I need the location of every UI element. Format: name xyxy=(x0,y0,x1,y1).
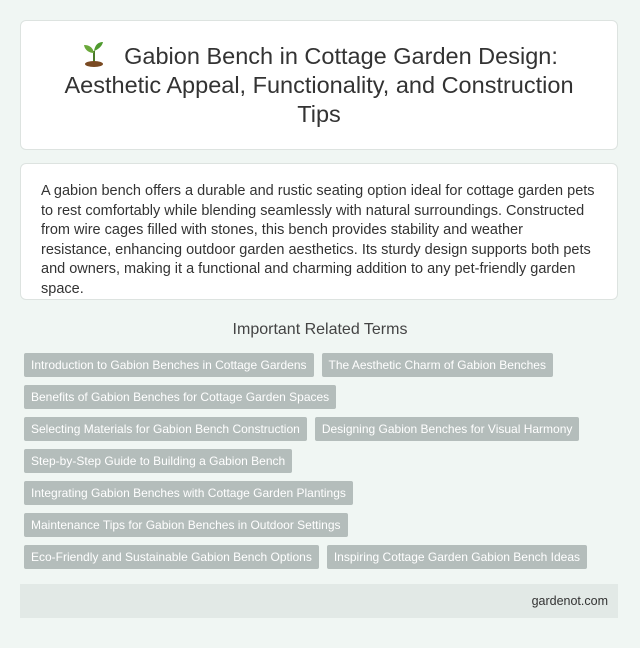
related-term-tag[interactable]: Selecting Materials for Gabion Bench Construction xyxy=(24,417,307,441)
sprout-icon xyxy=(80,41,108,67)
description-text: A gabion bench offers a durable and rustic seating option ideal for cottage garden pets to rest comfortably while blending seamlessly with natural surroundings. Constructed from wire cages filled with stones, this bench provides stability and weather resistance, enhancing outdoor garden aesthetics. Its sturdy design supports both pets and owners, making it a functional and charming addition to any pet-friendly garden space. xyxy=(41,183,595,297)
related-term-tag[interactable]: Benefits of Gabion Benches for Cottage Garden Spaces xyxy=(24,385,336,409)
description-card xyxy=(20,163,618,300)
related-terms-heading: Important Related Terms xyxy=(232,321,408,338)
related-term-tag[interactable]: Integrating Gabion Benches with Cottage Garden Plantings xyxy=(24,481,353,505)
related-term-tag[interactable]: Designing Gabion Benches for Visual Harmony xyxy=(315,417,580,441)
page-title-text: Gabion Bench in Cottage Garden Design: Aesthetic Appeal, Functionality, and Construction Tips xyxy=(64,43,574,127)
footer-site-link[interactable]: gardenot.com xyxy=(531,594,608,608)
related-term-tag[interactable]: Inspiring Cottage Garden Gabion Bench Ideas xyxy=(327,545,587,569)
footer xyxy=(20,584,618,618)
related-term-tag[interactable]: Step-by-Step Guide to Building a Gabion Bench xyxy=(24,449,292,473)
related-term-tag[interactable]: Eco-Friendly and Sustainable Gabion Bench Options xyxy=(24,545,319,569)
related-term-tag[interactable]: Introduction to Gabion Benches in Cottage Gardens xyxy=(24,353,314,377)
title-card xyxy=(20,20,618,150)
page-title xyxy=(51,41,587,129)
related-terms-list xyxy=(24,353,618,569)
related-term-tag[interactable]: Maintenance Tips for Gabion Benches in Outdoor Settings xyxy=(24,513,348,537)
related-term-tag[interactable]: The Aesthetic Charm of Gabion Benches xyxy=(322,353,553,377)
